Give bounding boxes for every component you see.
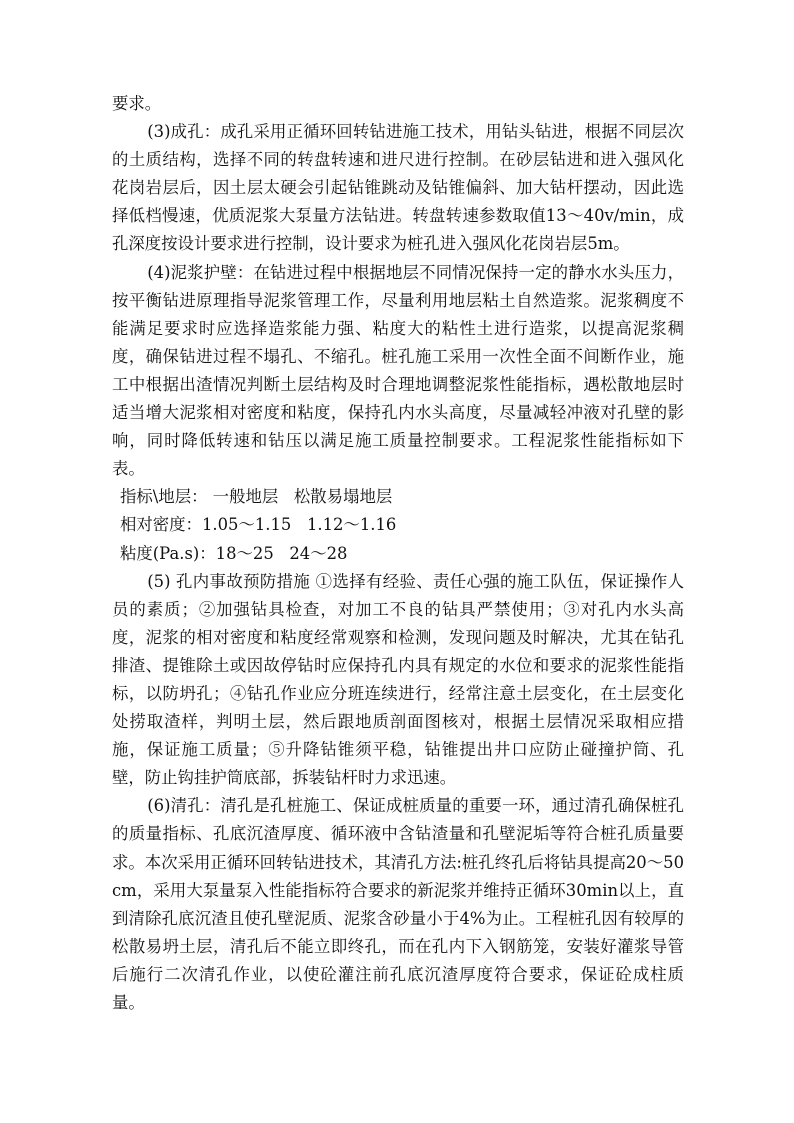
mud-performance-table (112, 483, 684, 567)
table-row-relative-density: 相对密度：1.05～1.15 1.12～1.16 (120, 515, 397, 535)
document-body (112, 90, 684, 1017)
paragraph-mud-wall-protection: (4)泥浆护壁：在钻进过程中根据地层不同情况保持一定的静水水头压力，按平衡钻进原理指导泥浆管理工作，尽量利用地层粘土自然造浆。泥浆稠度不能满足要求时应选择造浆能力强、粘度大的粘性土进行造浆，以提高泥浆稠度，确保钻进过程不塌孔、不缩孔。桩孔施工采用一次性全面不间断作业，施工中根据出渣情况判断土层结构及时合理地调整泥浆性能指标，遇松散地层时适当增大泥浆相对密度和粘度，保持孔内水头高度，尽量减轻冲液对孔壁的影响，同时降低转速和钻压以满足施工质量控制要求。工程泥浆性能指标如下表。 (112, 262, 684, 479)
paragraph-hole-forming: (3)成孔：成孔采用正循环回转钻进施工技术，用钻头钻进，根据不同层次的土质结构，选择不同的转盘转速和进尺进行控制。在砂层钻进和进入强风化花岗岩层后，因土层太硬会引起钻锥跳动及钻锥偏斜、加大钻杆摆动，因此选择低档慢速，优质泥浆大泵量方法钻进。转盘转速参数取值13～40v/min，成孔深度按设计要求进行控制，设计要求为桩孔进入强风化花岗岩层5m。 (112, 122, 684, 254)
table-header-line: 指标\地层： 一般地层 松散易塌地层 (120, 487, 393, 507)
paragraph-continuation: 要求。 (112, 94, 162, 113)
paragraph-accident-prevention: (5) 孔内事故预防措施 ①选择有经验、责任心强的施工队伍，保证操作人员的素质；②加强钻具检查，对加工不良的钻具严禁使用；③对孔内水头高度，泥浆的相对密度和粘度经常观察和检测，发现问题及时解决，尤其在钻孔排渣、提锥除土或因故停钻时应保持孔内具有规定的水位和要求的泥浆性能指标，以防坍孔；④钻孔作业应分班连续进行，经常注意土层变化，在土层变化处捞取渣样，判明土层，然后跟地质剖面图核对，根据土层情况采取相应措施，保证施工质量；⑤升降钻锥须平稳，钻锥提出井口应防止碰撞护筒、孔壁，防止钩挂护筒底部，拆装钻杆时力求迅速。 (112, 571, 684, 788)
paragraph-hole-cleaning: (6)清孔：清孔是孔桩施工、保证成桩质量的重要一环，通过清孔确保桩孔的质量指标、孔底沉渣厚度、循环液中含钻渣量和孔壁泥垢等符合桩孔质量要求。本次采用正循环回转钻进技术，其清孔方法:桩孔终孔后将钻具提高20～50cm，采用大泵量泵入性能指标符合要求的新泥浆并维持正循环30min以上，直到清除孔底沉渣且使孔壁泥质、泥浆含砂量小于4%为止。工程桩孔因有较厚的松散易坍土层，清孔后不能立即终孔，而在孔内下入钢筋笼，安装好灌浆导管后施行二次清孔作业，以使砼灌注前孔底沉渣厚度符合要求，保证砼成柱质量。 (112, 796, 684, 1012)
table-row-viscosity: 粘度(Pa.s)：18～25 24～28 (120, 543, 348, 563)
